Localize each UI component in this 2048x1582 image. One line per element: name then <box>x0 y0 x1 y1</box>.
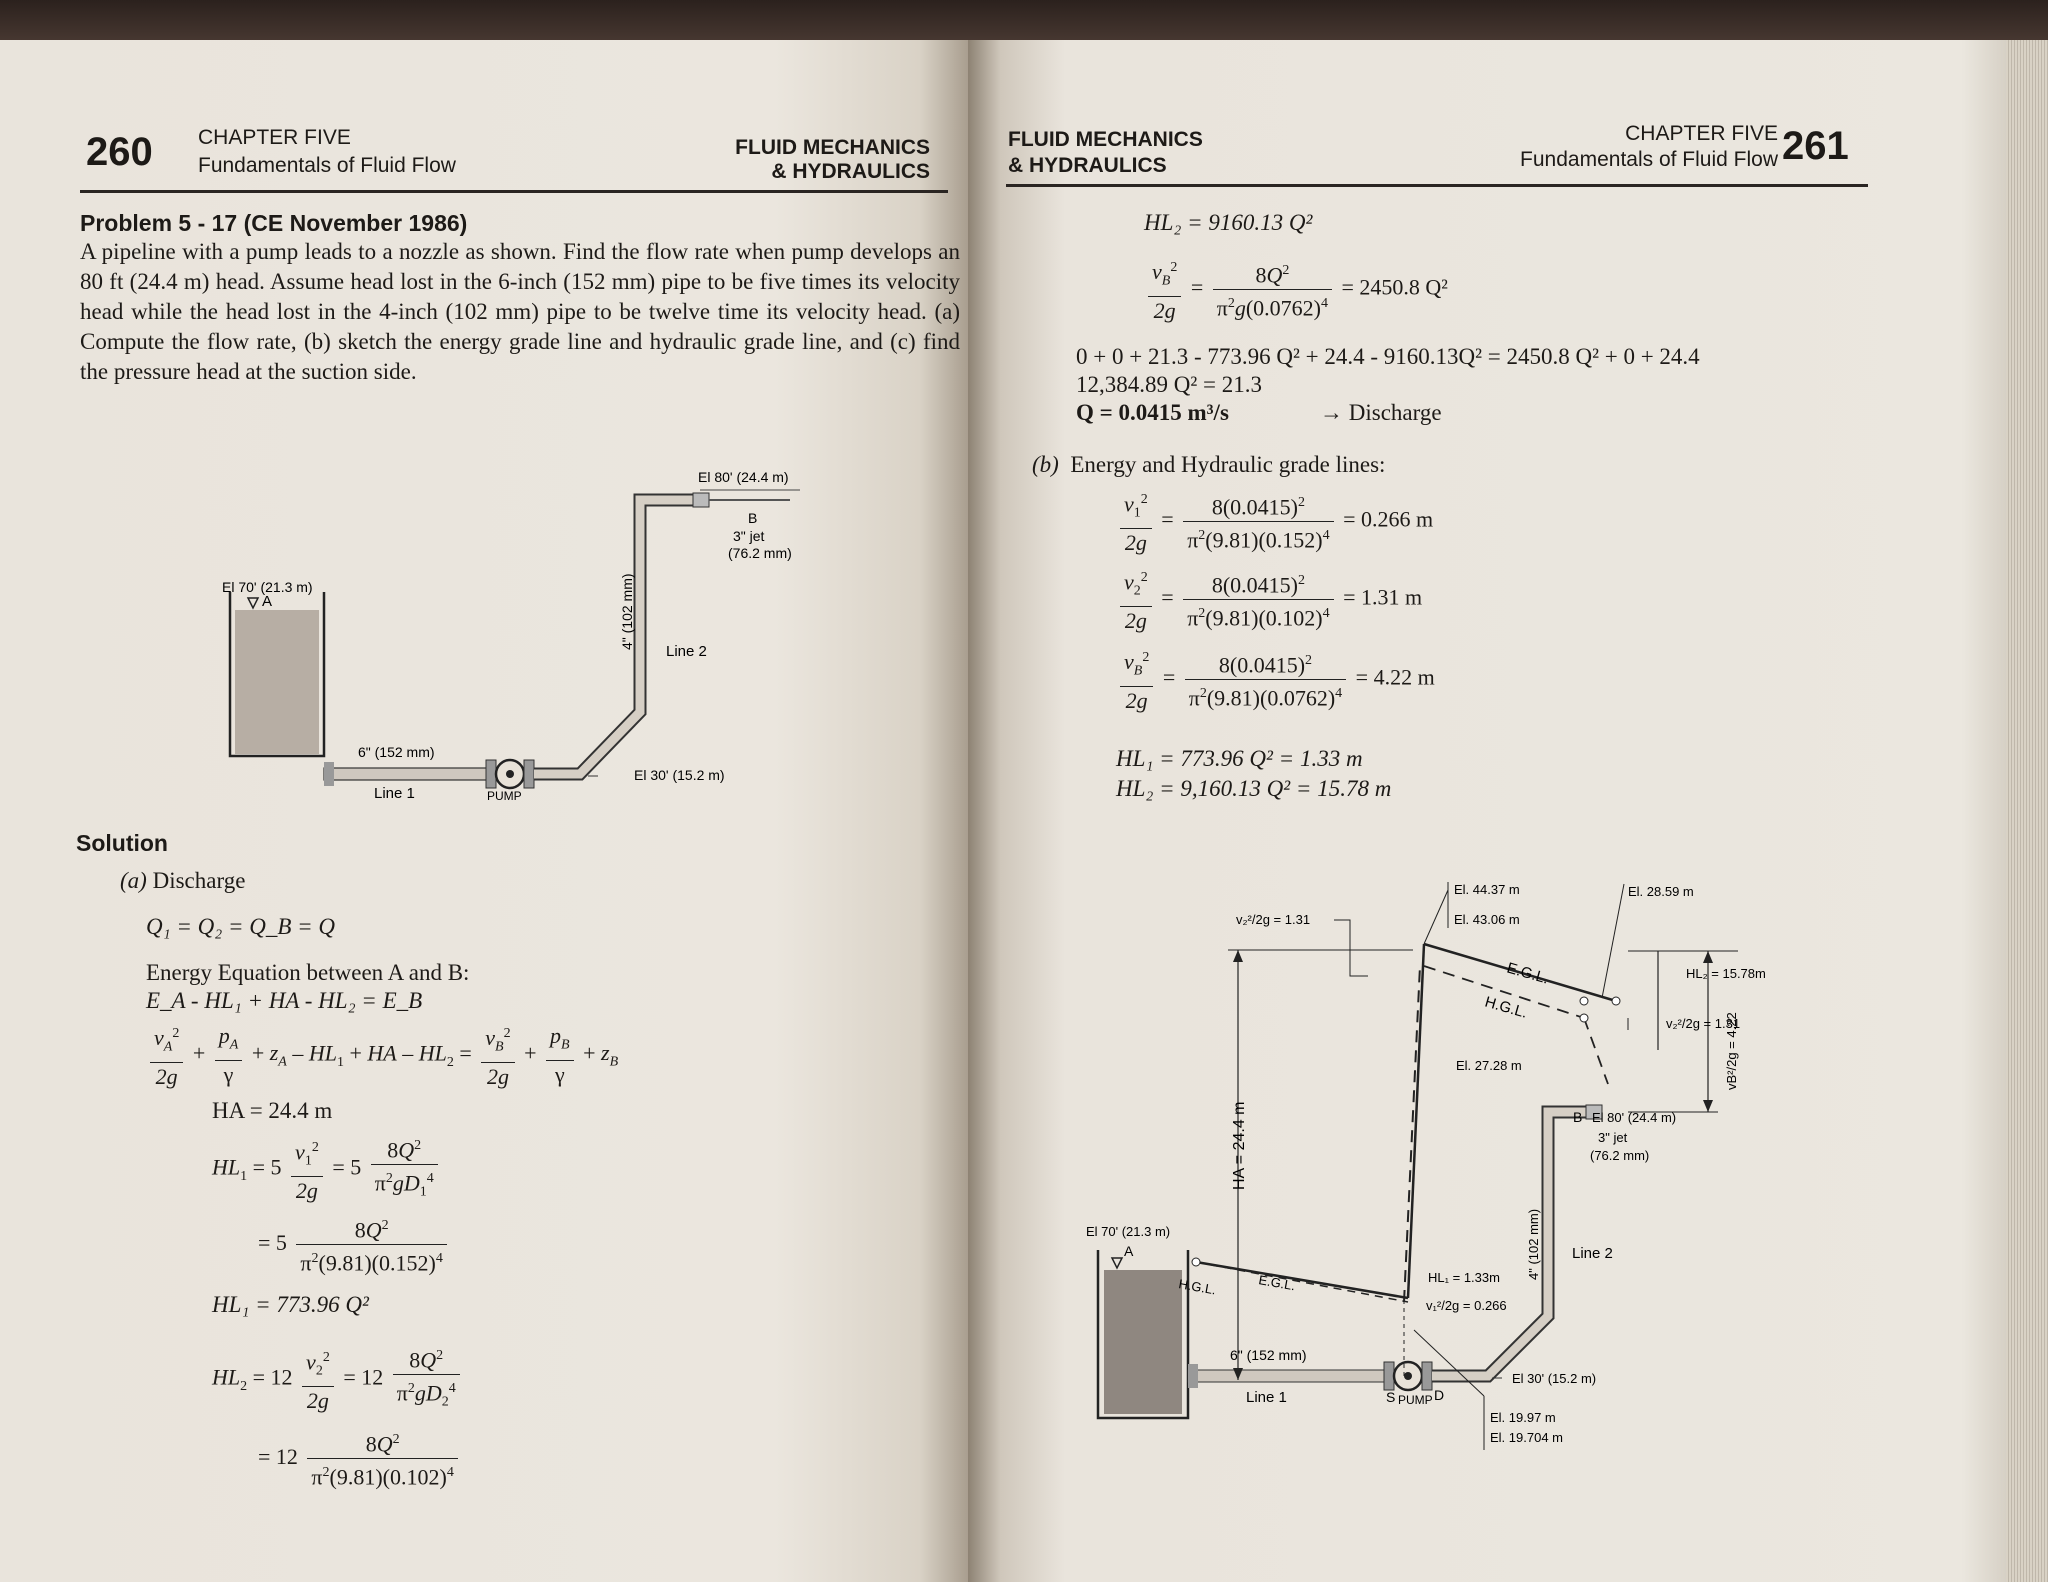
s-label: S <box>1386 1389 1396 1405</box>
el-4437: El. 44.37 m <box>1454 882 1520 897</box>
el-1997: El. 19.97 m <box>1490 1410 1556 1425</box>
vb2-result: = 4.22 m <box>1355 664 1435 690</box>
energy-eq: E_A - HL₁ + HA - HL₂ = E_B <box>146 988 423 1013</box>
jet-mm-label: (76.2 mm) <box>1590 1148 1650 1163</box>
line1-pipe <box>324 768 488 780</box>
jet-label: 3" jet <box>1598 1130 1628 1145</box>
el-30-label: El 30' (15.2 m) <box>1512 1371 1597 1386</box>
energy-substitution: 0 + 0 + 21.3 - 773.96 Q² + 24.4 - 9160.13Q² = 2450.8 Q² + 0 + 24.4 <box>1076 344 1700 369</box>
chapter-title: Fundamentals of Fluid Flow <box>198 154 456 177</box>
hgl-label-line1: H.G.L. <box>1177 1276 1218 1298</box>
el-a-label: El 70' (21.3 m) <box>222 579 313 595</box>
jet-mm-label: (76.2 mm) <box>728 545 792 561</box>
line1-label: Line 1 <box>374 785 415 802</box>
hl1-formula: $HL_1 = 5$ $\frac{v_1^2}{2g}$ = 5 $\frac{8Q^2}{\pi^2gD_1^4}$ <box>212 1132 442 1207</box>
jet-label: 3" jet <box>733 528 765 544</box>
chapter-title: Fundamentals of Fluid Flow <box>1520 148 1778 171</box>
part-a-text: Discharge <box>152 868 246 893</box>
pipe4-label: 4" (102 mm) <box>619 573 635 650</box>
water-surface-icon <box>1112 1258 1122 1268</box>
pump-label: PUMP <box>487 789 522 803</box>
el-b-label: El 80' (24.4 m) <box>698 469 789 485</box>
line2-pipe <box>534 500 695 774</box>
v1-head-label: v₁²/2g = 0.266 <box>1426 1298 1507 1313</box>
line2-label: Line 2 <box>666 643 707 660</box>
vb-result: = 2450.8 Q² <box>1341 274 1448 300</box>
left-page <box>0 40 968 1582</box>
pipe4-label: 4" (102 mm) <box>1526 1208 1541 1280</box>
hl2-substitution: = 12 $\frac{8Q^2}{\pi^2(9.81)(0.102)^4}$ <box>258 1426 462 1492</box>
vb-head-eq: $\frac{v_B^2}{2g}$ = $\frac{8(0.0415)^2}{\pi^2(9.81)(0.0762)^4}$ = 4.22 m <box>1116 644 1435 715</box>
pump-label: PUMP <box>1398 1393 1433 1407</box>
right-page <box>968 40 2048 1582</box>
book-title-line2: & HYDRAULICS <box>771 160 930 183</box>
energy-intro: Energy Equation between A and B: <box>146 960 470 985</box>
continuity-eq: Q₁ = Q₂ = Q_B = Q <box>146 914 336 939</box>
v2-head-eq: $\frac{v_2^2}{2g}$ = $\frac{8(0.0415)^2}{\pi^2(9.81)(0.102)^4}$ = 1.31 m <box>1116 564 1422 635</box>
pipe-entrance <box>324 762 334 786</box>
hl2-line: HL₂ = 9,160.13 Q² = 15.78 m <box>1116 776 1392 801</box>
line2-label: Line 2 <box>1572 1245 1613 1262</box>
combined-eq: 12,384.89 Q² = 21.3 <box>1076 372 1262 397</box>
book-title-line1: FLUID MECHANICS <box>735 136 930 159</box>
pipe6-label: 6" (152 mm) <box>1230 1347 1307 1363</box>
header-rule <box>1006 184 1868 187</box>
part-a-label: (a) <box>120 868 147 893</box>
hgl-label: H.G.L. <box>1482 993 1530 1022</box>
hl1-label: HL₁ = 1.33m <box>1428 1270 1500 1285</box>
chapter-label: CHAPTER FIVE <box>1625 122 1778 145</box>
hgl-jet-line <box>1584 1018 1608 1084</box>
book-title-line1: FLUID MECHANICS <box>1008 128 1203 151</box>
egl-hgl-figure <box>1068 840 1868 1480</box>
tank-water <box>1104 1270 1182 1414</box>
a-label: A <box>262 593 273 610</box>
el-30-label: El 30' (15.2 m) <box>634 767 725 783</box>
tank-water <box>235 610 319 754</box>
nozzle <box>693 493 709 507</box>
vb-head-label: vB²/2g = 4.22 <box>1724 1012 1739 1090</box>
el-2859: El. 28.59 m <box>1628 884 1694 899</box>
discharge-label: → Discharge <box>1320 400 1442 425</box>
v2-head-label: v₂²/2g = 1.31 <box>1236 912 1311 927</box>
bernoulli-eq: $\frac{v_A^2}{2g}$ + $\frac{p_A}{\gamma}$ + $z_A - HL_1$ + HA – $HL_2$ = $\frac{v_B^2}{2g}$ + $\frac{p_B}{\gamma}$ + $z_B$ <box>146 1020 618 1091</box>
v1-head-eq: $\frac{v_1^2}{2g}$ = $\frac{8(0.0415)^2}{\pi^2(9.81)(0.152)^4}$ = 0.266 m <box>1116 486 1433 557</box>
v2-head-label-right: v₂²/2g = 1.31 <box>1666 1016 1741 1031</box>
page-edges <box>2006 40 2048 1582</box>
egl-label-line1: E.G.L. <box>1257 1272 1297 1294</box>
b-label: B <box>1573 1109 1583 1125</box>
ha-value: HA = 24.4 m <box>212 1098 333 1123</box>
part-b-label: (b) <box>1032 452 1059 477</box>
hl2-label: HL₂ = 15.78m <box>1686 966 1766 981</box>
part-a-heading <box>120 866 245 896</box>
el-b-label: El 80' (24.4 m) <box>1592 1110 1677 1125</box>
hl1-substitution: = 5 $\frac{8Q^2}{\pi^2(9.81)(0.152)^4}$ <box>258 1212 451 1278</box>
hgl-line1 <box>1196 1262 1408 1302</box>
line2-pipe-outline <box>1432 1112 1588 1376</box>
solution-heading: Solution <box>76 830 168 856</box>
page-number: 261 <box>1782 124 1849 168</box>
header-rule <box>80 190 948 193</box>
v1-result: = 0.266 m <box>1343 506 1434 532</box>
el-2728: El. 27.28 m <box>1456 1058 1522 1073</box>
egl-label: E.G.L. <box>1504 959 1551 988</box>
pipeline-figure <box>200 430 840 810</box>
el-4306: El. 43.06 m <box>1454 912 1520 927</box>
hl1-line: HL₁ = 773.96 Q² = 1.33 m <box>1116 746 1363 771</box>
page-number: 260 <box>86 130 153 174</box>
line1-pipe <box>1188 1370 1388 1382</box>
q-result: Q = 0.0415 m³/s <box>1076 400 1229 425</box>
hl1-result: HL₁ = 773.96 Q² <box>212 1292 369 1317</box>
line1-label: Line 1 <box>1246 1389 1287 1406</box>
problem-title: Problem 5 - 17 (CE November 1986) <box>80 210 468 236</box>
a-label: A <box>1124 1243 1134 1259</box>
part-b-heading <box>1032 450 1385 480</box>
line2-pipe <box>1432 1112 1588 1376</box>
ha-label: HA = 24.4 m <box>1231 1101 1248 1190</box>
hl2-formula: $HL_2 = 12$ $\frac{v_2^2}{2g}$ = 12 $\frac{8Q^2}{\pi^2gD_2^4}$ <box>212 1342 464 1417</box>
book-title-line2: & HYDRAULICS <box>1008 154 1167 177</box>
v2-result: = 1.31 m <box>1343 584 1423 610</box>
water-surface-icon <box>248 598 258 608</box>
chapter-label: CHAPTER FIVE <box>198 126 351 149</box>
el-a-label: El 70' (21.3 m) <box>1086 1224 1171 1239</box>
hl2-result: HL₂ = 9160.13 Q² <box>1144 210 1313 235</box>
pump-hgl-line <box>1404 966 1420 1302</box>
b-label: B <box>748 510 758 526</box>
d-label: D <box>1434 1387 1445 1403</box>
problem-text: A pipeline with a pump leads to a nozzle as shown. Find the flow rate when pump develops an 80 ft (24.4 m) head. Assume head lost in the 6-inch (152 mm) pipe to be five times its velocity head while the head lost in the 4-inch (102 mm) pipe to be twelve time its velocity head. (a) Compute the flow rate, (b) sketch the energy grade line and hydraulic grade line, and (c) find the pressure head at the suction side. <box>80 239 960 384</box>
pipe6-label: 6" (152 mm) <box>358 744 435 760</box>
pump-head-line <box>1408 944 1424 1298</box>
part-b-text: Energy and Hydraulic grade lines: <box>1070 452 1386 477</box>
vb-formula: $\frac{v_B^2}{2g}$ = $\frac{8Q^2}{\pi^2g(0.0762)^4}$ = 2450.8 Q² <box>1144 254 1448 325</box>
el-19704: El. 19.704 m <box>1490 1430 1563 1445</box>
